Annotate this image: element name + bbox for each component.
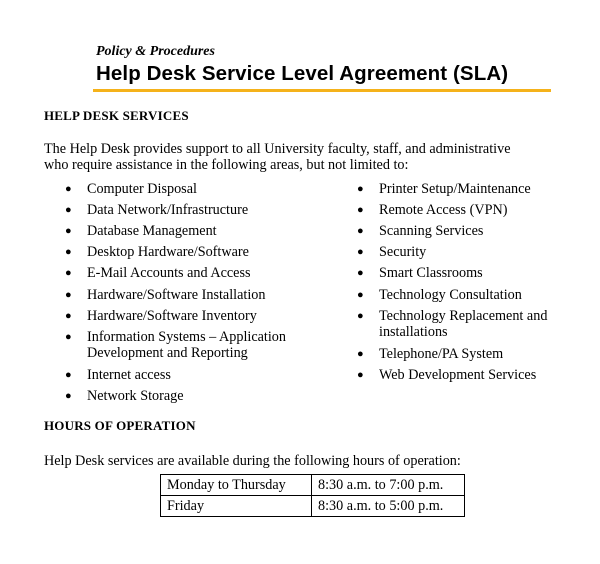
bullet-icon: ● — [357, 246, 364, 258]
list-item: ● Security — [357, 244, 427, 260]
list-item-continuation: Development and Reporting — [87, 345, 248, 361]
bullet-icon: ● — [65, 204, 72, 216]
list-item: ● Printer Setup/Maintenance — [357, 181, 531, 197]
list-item: ● Information Systems – Application — [65, 329, 286, 345]
document-title: Help Desk Service Level Agreement (SLA) — [96, 62, 509, 85]
bullet-icon: ● — [65, 183, 72, 195]
list-item: ● Technology Replacement and — [357, 308, 548, 324]
list-item: ● Database Management — [65, 223, 217, 239]
bullet-icon: ● — [357, 369, 364, 381]
bullet-icon: ● — [357, 348, 364, 360]
table-row — [161, 496, 465, 517]
list-item: ● Desktop Hardware/Software — [65, 244, 249, 260]
list-item: ● Hardware/Software Installation — [65, 287, 266, 303]
list-item: ● Web Development Services — [357, 367, 537, 383]
table-cell-time: 8:30 a.m. to 5:00 p.m. — [312, 496, 465, 517]
list-item-continuation: installations — [379, 324, 448, 340]
bullet-icon: ● — [65, 267, 72, 279]
list-item: ● Hardware/Software Inventory — [65, 308, 257, 324]
list-item: ● Smart Classrooms — [357, 265, 483, 281]
services-intro-line-1: The Help Desk provides support to all University faculty, staff, and administrative — [44, 141, 511, 157]
bullet-icon: ● — [357, 183, 364, 195]
list-item: ● Network Storage — [65, 388, 184, 404]
list-item: ● Remote Access (VPN) — [357, 202, 508, 218]
bullet-icon: ● — [357, 225, 364, 237]
bullet-icon: ● — [357, 267, 364, 279]
bullet-icon: ● — [65, 390, 72, 402]
table-cell-days: Friday — [161, 496, 312, 517]
bullet-icon: ● — [65, 246, 72, 258]
bullet-icon: ● — [65, 310, 72, 322]
bullet-icon: ● — [65, 331, 72, 343]
bullet-icon: ● — [357, 289, 364, 301]
list-item: ● Telephone/PA System — [357, 346, 504, 362]
section-heading-services: HELP DESK SERVICES — [44, 108, 189, 123]
table-cell-time: 8:30 a.m. to 7:00 p.m. — [312, 475, 465, 496]
bullet-icon: ● — [65, 369, 72, 381]
list-item: ● E-Mail Accounts and Access — [65, 265, 251, 281]
list-item: ● Computer Disposal — [65, 181, 197, 197]
table-row — [161, 475, 465, 496]
list-item: ● Scanning Services — [357, 223, 484, 239]
document-kicker: Policy & Procedures — [96, 44, 215, 59]
list-item: ● Technology Consultation — [357, 287, 522, 303]
title-underline — [93, 89, 551, 92]
bullet-icon: ● — [357, 204, 364, 216]
bullet-icon: ● — [65, 225, 72, 237]
section-heading-hours: HOURS OF OPERATION — [44, 418, 196, 433]
bullet-icon: ● — [65, 289, 72, 301]
hours-intro: Help Desk services are available during the following hours of operation: — [44, 453, 461, 469]
hours-table — [160, 474, 465, 517]
table-cell-days: Monday to Thursday — [161, 475, 312, 496]
bullet-icon: ● — [357, 310, 364, 322]
list-item: ● Data Network/Infrastructure — [65, 202, 249, 218]
services-intro-line-2: who require assistance in the following areas, but not limited to: — [44, 157, 409, 173]
list-item: ● Internet access — [65, 367, 171, 383]
